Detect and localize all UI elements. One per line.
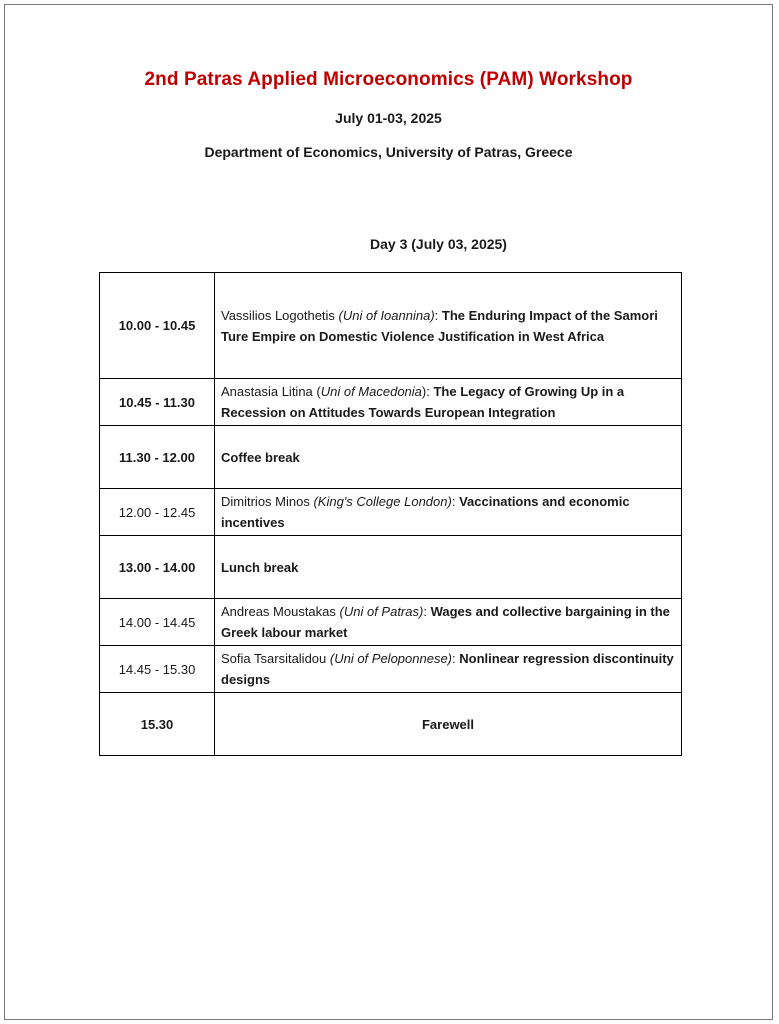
speaker-affiliation: (Uni of Peloponnese): [329, 651, 453, 666]
workshop-dates: July 01-03, 2025: [335, 110, 442, 126]
speaker-name: Andreas Moustakas: [221, 604, 340, 619]
workshop-title: 2nd Patras Applied Microeconomics (PAM) Workshop: [144, 69, 633, 90]
break-label: Coffee break: [215, 426, 682, 489]
speaker-affiliation: (Uni of Ioannina): [338, 307, 435, 323]
document-page: [4, 4, 773, 1020]
separator: ):: [421, 384, 434, 399]
speaker-affiliation: (King's College London): [313, 494, 452, 509]
table-row: [100, 536, 682, 599]
session-description: [215, 489, 682, 536]
speaker-affiliation: (Uni of Patras): [339, 604, 424, 619]
speaker-name: Sofia Tsarsitalidou: [221, 651, 330, 666]
session-time: 14.45 - 15.30: [100, 646, 215, 693]
session-time: 13.00 - 14.00: [100, 536, 215, 599]
session-time: 10.45 - 11.30: [100, 379, 215, 426]
session-time: 10.00 - 10.45: [100, 273, 215, 379]
table-row: [100, 599, 682, 646]
separator: :: [452, 651, 460, 666]
session-description: [215, 273, 682, 379]
table-row: [100, 379, 682, 426]
speaker-name: Dimitrios Minos: [221, 494, 314, 509]
talk-title: Vaccinations and economic incentives: [221, 494, 630, 530]
speaker-name: Anastasia Litina (: [221, 384, 321, 399]
talk-title: Nonlinear regression discontinuity designs: [221, 651, 674, 687]
talk-title: The Enduring Impact of the Samori Ture Empire on Domestic Violence Justification in West Africa: [221, 307, 658, 344]
schedule-table: [99, 272, 682, 756]
session-time: 12.00 - 12.45: [100, 489, 215, 536]
workshop-department: Department of Economics, University of Patras, Greece: [204, 144, 573, 160]
separator: :: [423, 604, 431, 619]
break-label: Lunch break: [215, 536, 682, 599]
session-description: [215, 646, 682, 693]
session-description: [215, 379, 682, 426]
table-row: [100, 693, 682, 756]
table-row: [100, 273, 682, 379]
separator: :: [434, 307, 442, 323]
session-time: 15.30: [100, 693, 215, 756]
session-description: [215, 599, 682, 646]
separator: :: [451, 494, 460, 509]
day-heading: Day 3 (July 03, 2025): [370, 236, 507, 252]
speaker-name: Vassilios Logothetis: [221, 307, 339, 323]
session-time: 11.30 - 12.00: [100, 426, 215, 489]
farewell-label: Farewell: [215, 693, 682, 756]
talk-title: The Legacy of Growing Up in a Recession on Attitudes Towards European Integration: [221, 384, 625, 420]
table-row: [100, 646, 682, 693]
session-time: 14.00 - 14.45: [100, 599, 215, 646]
talk-title: Wages and collective bargaining in the Greek labour market: [221, 604, 670, 640]
table-row: [100, 426, 682, 489]
speaker-affiliation: Uni of Macedonia: [320, 384, 422, 399]
table-row: [100, 489, 682, 536]
